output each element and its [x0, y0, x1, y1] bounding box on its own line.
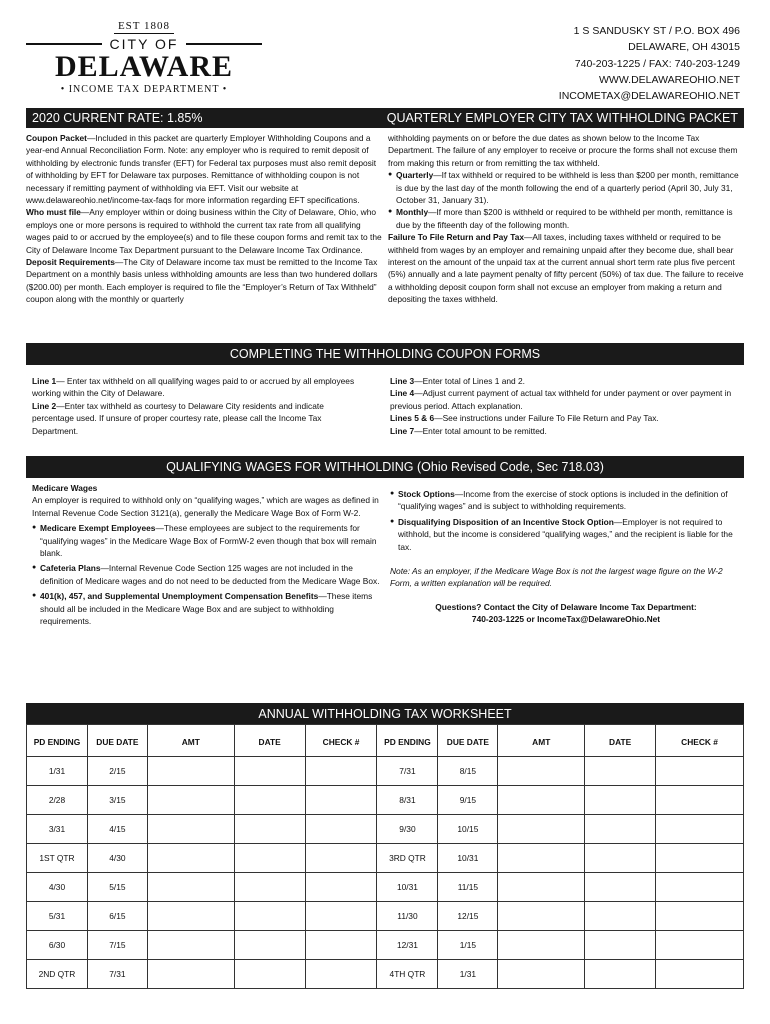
pd-ending-cell: 2ND QTR: [27, 960, 88, 989]
due-date-cell: 4/15: [87, 815, 147, 844]
line4-instruction: Line 4—Adjust current payment of actual tax withheld for under payment or over payment in previous period. Attach explanation.: [390, 388, 732, 411]
questions-line: Questions? Contact the City of Delaware Income Tax Department:: [435, 601, 697, 612]
deposit-requirements-heading: Deposit Requirements: [26, 257, 115, 268]
worksheet-title: ANNUAL WITHHOLDING TAX WORKSHEET: [258, 707, 512, 721]
qualifying-section-banner: [26, 456, 744, 478]
completing-left-column: [32, 375, 368, 437]
amt-cell[interactable]: [147, 786, 234, 815]
table-row: [27, 757, 744, 786]
due-date-cell: 4/30: [87, 844, 147, 873]
qualifying-title: QUALIFYING WAGES FOR WITHHOLDING (Ohio Revised Code, Sec 718.03): [166, 460, 604, 474]
pd-ending-cell: 6/30: [27, 931, 88, 960]
amt-cell[interactable]: [498, 902, 585, 931]
logo-city-name: DELAWARE: [54, 50, 234, 83]
due-date-cell: 7/31: [87, 960, 147, 989]
contact-address: [559, 23, 740, 104]
failure-to-file-heading: Failure To File Return and Pay Tax: [388, 232, 525, 243]
qualifying-right-column: [390, 488, 742, 626]
address-line: DELAWARE, OH 43015: [628, 41, 740, 54]
pd-ending-cell: 2/28: [27, 786, 88, 815]
email-line: INCOMETAX@DELAWAREOHIO.NET: [558, 90, 740, 103]
coupon-packet-heading: Coupon Packet: [26, 133, 87, 143]
line3-instruction: Line 3—Enter total of Lines 1 and 2.: [390, 376, 526, 386]
col-header: PD ENDING: [27, 725, 88, 757]
check-number-cell[interactable]: [656, 844, 744, 873]
cafeteria-plans-bullet: ● Cafeteria Plans—Internal Revenue Code Section 125 wages are not included in the definition of Medicare wages and do not need to be deducted from the Medicare Wage Box.: [32, 562, 380, 587]
pd-ending-cell: 1ST QTR: [27, 844, 88, 873]
check-number-cell[interactable]: [656, 931, 744, 960]
pd-ending-cell: 1/31: [27, 757, 88, 786]
col-header: AMT: [498, 725, 585, 757]
col-header: AMT: [147, 725, 234, 757]
check-number-cell[interactable]: [656, 786, 744, 815]
date-cell[interactable]: [234, 757, 305, 786]
pd-ending-cell: 8/31: [377, 786, 438, 815]
table-row: [27, 960, 744, 989]
date-cell[interactable]: [585, 960, 656, 989]
pd-ending-cell: 12/31: [377, 931, 438, 960]
title-banner: [26, 108, 744, 128]
check-number-cell[interactable]: [305, 757, 377, 786]
amt-cell[interactable]: [147, 960, 234, 989]
date-cell[interactable]: [585, 786, 656, 815]
worksheet-header-row: [27, 725, 744, 757]
check-number-cell[interactable]: [305, 873, 377, 902]
due-date-cell: 1/31: [438, 960, 498, 989]
due-date-cell: 1/15: [438, 931, 498, 960]
due-date-cell: 7/15: [87, 931, 147, 960]
table-row: [27, 902, 744, 931]
address-line: 1 S SANDUSKY ST / P.O. BOX 496: [573, 25, 740, 37]
due-date-cell: 10/15: [438, 815, 498, 844]
medicare-wages-heading: Medicare Wages: [32, 483, 98, 493]
due-date-cell: 3/15: [87, 786, 147, 815]
who-must-file-heading: Who must file: [26, 207, 81, 218]
line2-instruction: Line 2—Enter tax withheld as courtesy to Delaware City residents and indicate percentage used. If unsure of proper courtesy rate, please call the Income Tax Department.: [32, 400, 324, 436]
check-number-cell[interactable]: [656, 815, 744, 844]
monthly-bullet: ● Monthly—If more than $200 is withheld or required to be withheld per month, remittance is due by the fifteenth day of the following month.: [388, 206, 744, 231]
col-header: DUE DATE: [438, 725, 498, 757]
pd-ending-cell: 3/31: [27, 815, 88, 844]
table-row: [27, 931, 744, 960]
check-number-cell[interactable]: [305, 902, 377, 931]
table-row: [27, 786, 744, 815]
amt-cell[interactable]: [147, 902, 234, 931]
packet-title: QUARTERLY EMPLOYER CITY TAX WITHHOLDING PACKET: [386, 111, 738, 125]
amt-cell[interactable]: [147, 844, 234, 873]
col-header: DATE: [234, 725, 305, 757]
completing-section-banner: [26, 343, 744, 365]
amt-cell[interactable]: [147, 873, 234, 902]
date-cell[interactable]: [585, 815, 656, 844]
check-number-cell[interactable]: [656, 757, 744, 786]
amt-cell[interactable]: [147, 931, 234, 960]
completing-right-column: [390, 375, 740, 437]
amt-cell[interactable]: [498, 815, 585, 844]
date-cell[interactable]: [585, 844, 656, 873]
check-number-cell[interactable]: [305, 844, 377, 873]
date-cell[interactable]: [585, 931, 656, 960]
table-row: [27, 815, 744, 844]
qualifying-left-column: [32, 482, 380, 627]
date-cell[interactable]: [234, 960, 305, 989]
due-date-cell: 12/15: [438, 902, 498, 931]
amt-cell[interactable]: [498, 931, 585, 960]
date-cell[interactable]: [585, 902, 656, 931]
pd-ending-cell: 10/31: [377, 873, 438, 902]
coupon-packet-paragraph: Coupon Packet—Included in this packet are quarterly Employer Withholding Coupons and a year-end Annual Reconciliation Form. Note: any employer who is required to remit deposit of withholding by electronic funds transfer (EFT) for Federal tax purposes must also remit deposit of withholding by EFT for Delaware tax purposes. Remittance of withholding coupon is not necessary if remitting payment of withholding via EFT. Visit our website at www.delawareohio.net/income-tax-faqs for more information regarding EFT specifications.: [26, 133, 377, 206]
disqualifying-disposition-bullet: ● Disqualifying Disposition of an Incentive Stock Option—Employer is not required to withhold, but the income is considered “qualifying wages,” and the recipient is liable for the tax.: [390, 516, 742, 553]
current-rate: 2020 CURRENT RATE: 1.85%: [32, 111, 203, 125]
date-cell[interactable]: [234, 902, 305, 931]
amt-cell[interactable]: [147, 757, 234, 786]
check-number-cell[interactable]: [305, 815, 377, 844]
due-date-cell: 11/15: [438, 873, 498, 902]
check-number-cell[interactable]: [656, 902, 744, 931]
pd-ending-cell: 9/30: [377, 815, 438, 844]
check-number-cell[interactable]: [305, 786, 377, 815]
logo-rule-left: [26, 43, 102, 45]
logo-department: • INCOME TAX DEPARTMENT •: [60, 84, 228, 95]
who-must-file-paragraph: Who must file—Any employer within or doing business within the City of Delaware, Ohio, who employs one or more persons is required to withhold the current tax rate from all qualifying wages paid to or accrued by the employee(s) and to file these coupon forms and remit tax to the City of Delaware Income Tax Department pursuant to the Delaware Income Tax Ordinance.: [26, 207, 382, 255]
amt-cell[interactable]: [498, 844, 585, 873]
pd-ending-cell: 4TH QTR: [377, 960, 438, 989]
stock-options-bullet: ● Stock Options—Income from the exercise of stock options is included in the definition of “qualifying wages” and is subject to withholding requirements.: [390, 488, 742, 513]
completing-title: COMPLETING THE WITHHOLDING COUPON FORMS: [229, 347, 541, 361]
pd-ending-cell: 7/31: [377, 757, 438, 786]
amt-cell[interactable]: [498, 960, 585, 989]
check-number-cell[interactable]: [305, 931, 377, 960]
medicare-wages-paragraph: An employer is required to withhold only on “qualifying wages,” which are wages as defined in Internal Revenue Code Section 3121(a), generally the Medicare Wage Box of Form W-2.: [32, 495, 379, 518]
deposit-requirements-paragraph: Deposit Requirements—The City of Delaware income tax must be remitted to the Income Tax Department on a monthly basis unless withholding amounts are less than two hundered dollars ($200.00) per month. Each employer is required to file the “Employer’s Return of Tax Withheld” coupon along with the monthly or quarterly: [26, 257, 378, 305]
logo-est: EST 1808: [114, 20, 174, 34]
medicare-note: Note: As an employer, if the Medicare Wage Box is not the largest wage figure on the W-2 Form, a written explanation will be required.: [390, 566, 723, 589]
check-number-cell[interactable]: [656, 873, 744, 902]
due-date-cell: 8/15: [438, 757, 498, 786]
due-date-cell: 6/15: [87, 902, 147, 931]
pd-ending-cell: 3RD QTR: [377, 844, 438, 873]
check-number-cell[interactable]: [656, 960, 744, 989]
table-row: [27, 873, 744, 902]
date-cell[interactable]: [234, 815, 305, 844]
failure-to-file-paragraph: Failure To File Return and Pay Tax—All taxes, including taxes withheld or required to be withheld from wages by an employer and remaining unpaid after they become due, shall bear interest on the amount of the unpaid tax at the current annual short term rate plus five percent (5%) annually and a late payment penalty of fifty percent (50%) of tax due. The failure to receive a withholding deposit coupon form shall not excuse an employer from making a return and depositing the taxes withheld.: [388, 232, 744, 305]
amt-cell[interactable]: [147, 815, 234, 844]
worksheet-banner: [26, 703, 744, 725]
due-date-cell: 9/15: [438, 786, 498, 815]
col-header: CHECK #: [305, 725, 377, 757]
col-header: DATE: [585, 725, 656, 757]
check-number-cell[interactable]: [305, 960, 377, 989]
logo-city-of: CITY OF: [109, 36, 179, 52]
date-cell[interactable]: [234, 786, 305, 815]
intro-left-column: [26, 132, 382, 306]
amt-cell[interactable]: [498, 786, 585, 815]
website-line: WWW.DELAWAREOHIO.NET: [599, 73, 740, 86]
due-date-cell: 5/15: [87, 873, 147, 902]
due-dates-paragraph: withholding payments on or before the due dates as shown below to the Income Tax Department. The failure of any employer to receive or procure the forms shall not excuse them from making this return or from remitting the tax withheld.: [388, 133, 738, 168]
amt-cell[interactable]: [498, 757, 585, 786]
medicare-exempt-bullet: ● Medicare Exempt Employees—These employees are subject to the requirements for “qualifying wages” in the Medicare Wage Box of FormW-2 even though that box will remain blank.: [32, 522, 380, 559]
date-cell[interactable]: [234, 873, 305, 902]
retirement-benefits-bullet: ● 401(k), 457, and Supplemental Unemployment Compensation Benefits—These items should all be included in the Medicare Wage Box and are subject to withholding requirements.: [32, 590, 380, 627]
amt-cell[interactable]: [498, 873, 585, 902]
due-date-cell: 10/31: [438, 844, 498, 873]
worksheet-table: [26, 724, 744, 989]
line1-instruction: Line 1— Enter tax withheld on all qualifying wages paid to or accrued by all employees working within the City of Delaware.: [32, 376, 355, 399]
logo-rule-right: [186, 43, 262, 45]
col-header: PD ENDING: [377, 725, 438, 757]
phone-line: 740-203-1225 / FAX: 740-203-1249: [574, 57, 740, 70]
line7-instruction: Line 7—Enter total amount to be remitted.: [390, 425, 547, 436]
questions-contact: 740-203-1225 or IncomeTax@DelawareOhio.Net: [471, 614, 661, 625]
quarterly-bullet: ● Quarterly—If tax withheld or required to be withheld is less than $200 per month, remittance is due by the last day of the month following the end of a quarterly period (April 30, July 31, October 31, January 31).: [388, 169, 744, 206]
pd-ending-cell: 11/30: [377, 902, 438, 931]
due-date-cell: 2/15: [87, 757, 147, 786]
table-row: [27, 844, 744, 873]
date-cell[interactable]: [585, 873, 656, 902]
line5-6-instruction: Lines 5 & 6—See instructions under Failure To File Return and Pay Tax.: [390, 413, 659, 424]
col-header: DUE DATE: [87, 725, 147, 757]
intro-right-column: [388, 132, 744, 306]
col-header: CHECK #: [656, 725, 744, 757]
date-cell[interactable]: [585, 757, 656, 786]
pd-ending-cell: 4/30: [27, 873, 88, 902]
city-logo: [26, 16, 262, 95]
date-cell[interactable]: [234, 931, 305, 960]
pd-ending-cell: 5/31: [27, 902, 88, 931]
date-cell[interactable]: [234, 844, 305, 873]
